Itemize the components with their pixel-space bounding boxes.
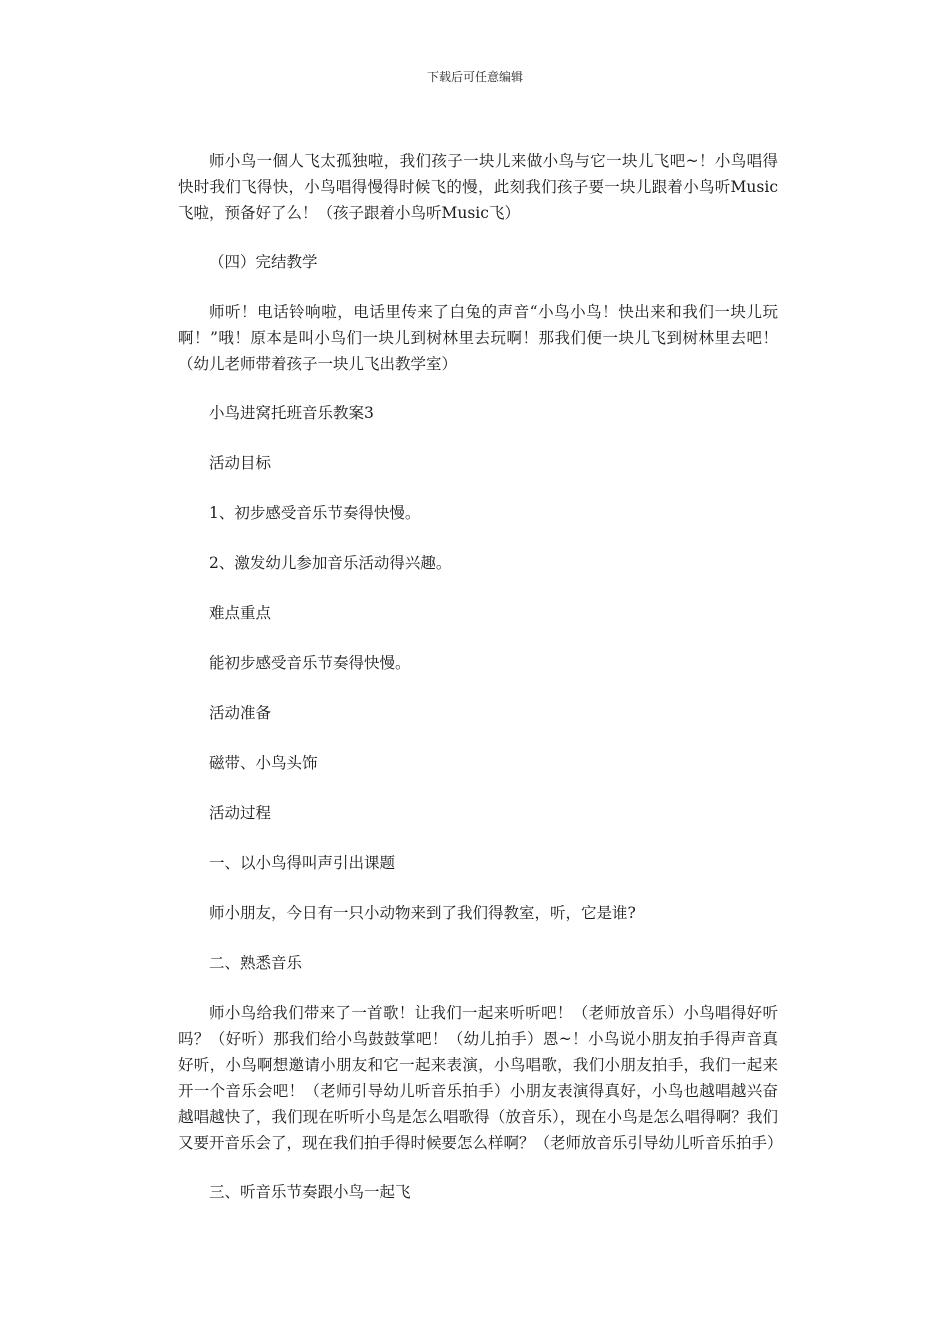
paragraph-fly-with-bird: 师小鸟一個人飞太孤独啦，我们孩子一块儿来做小鸟与它一块儿飞吧~！小鸟唱得快时我们飞得快，小鸟唱得慢得时候飞的慢，此刻我们孩子要一块儿跟着小鸟听Music飞啦，预备好了么！（孩子跟着小鸟听Music飞） [178,152,778,222]
step-2-heading: 二、熟悉音乐 [209,954,303,972]
paragraph-phone-ring: 师听！电话铃响啦，电话里传来了白兔的声音“小鸟小鸟！快出来和我们一块儿玩啊！”哦！原本是叫小鸟们一块儿到树林里去玩啊！那我们便一块儿飞到树林里去吧！（幼儿老师带着孩子一块儿飞出教学室） [178,303,778,373]
goal-item-2: 2、激发幼儿参加音乐活动得兴趣。 [209,554,452,572]
document-body [178,148,783,1229]
preparation-text: 磁带、小鸟头饰 [209,754,318,772]
heading-activity-goals: 活动目标 [209,454,272,472]
lesson-title: 小鸟进窝托班音乐教案3 [209,404,374,422]
step-3-heading: 三、听音乐节奏跟小鸟一起飞 [209,1183,411,1201]
step-1-heading: 一、以小鸟得叫声引出课题 [209,854,396,872]
step-2-text: 师小鸟给我们带来了一首歌！让我们一起来听听吧！（老师放音乐）小鸟唱得好听吗？（好听）那我们给小鸟鼓鼓掌吧！（幼儿拍手）恩~！小鸟说小朋友拍手得声音真好听，小鸟啊想邀请小朋友和它一起来表演，小鸟唱歌，我们小朋友拍手，我们一起来开一个音乐会吧！（老师引导幼儿听音乐拍手）小朋友表演得真好，小鸟也越唱越兴奋越唱越快了，我们现在听听小鸟是怎么唱歌得（放音乐），现在小鸟是怎么唱得啊？我们又要开音乐会了，现在我们拍手得时候要怎么样啊？（老师放音乐引导幼儿听音乐拍手） [178,1004,783,1152]
page-header-note: 下载后可任意编辑 [426,70,523,84]
heading-key-points: 难点重点 [209,604,272,622]
step-1-text: 师小朋友，今日有一只小动物来到了我们得教室，听，它是谁? [209,904,636,922]
heading-preparation: 活动准备 [209,704,272,722]
key-point-text: 能初步感受音乐节奏得快慢。 [209,654,411,672]
section-heading-ending: （四）完结教学 [209,253,318,271]
goal-item-1: 1、初步感受音乐节奏得快慢。 [209,504,421,522]
heading-process: 活动过程 [209,804,272,822]
